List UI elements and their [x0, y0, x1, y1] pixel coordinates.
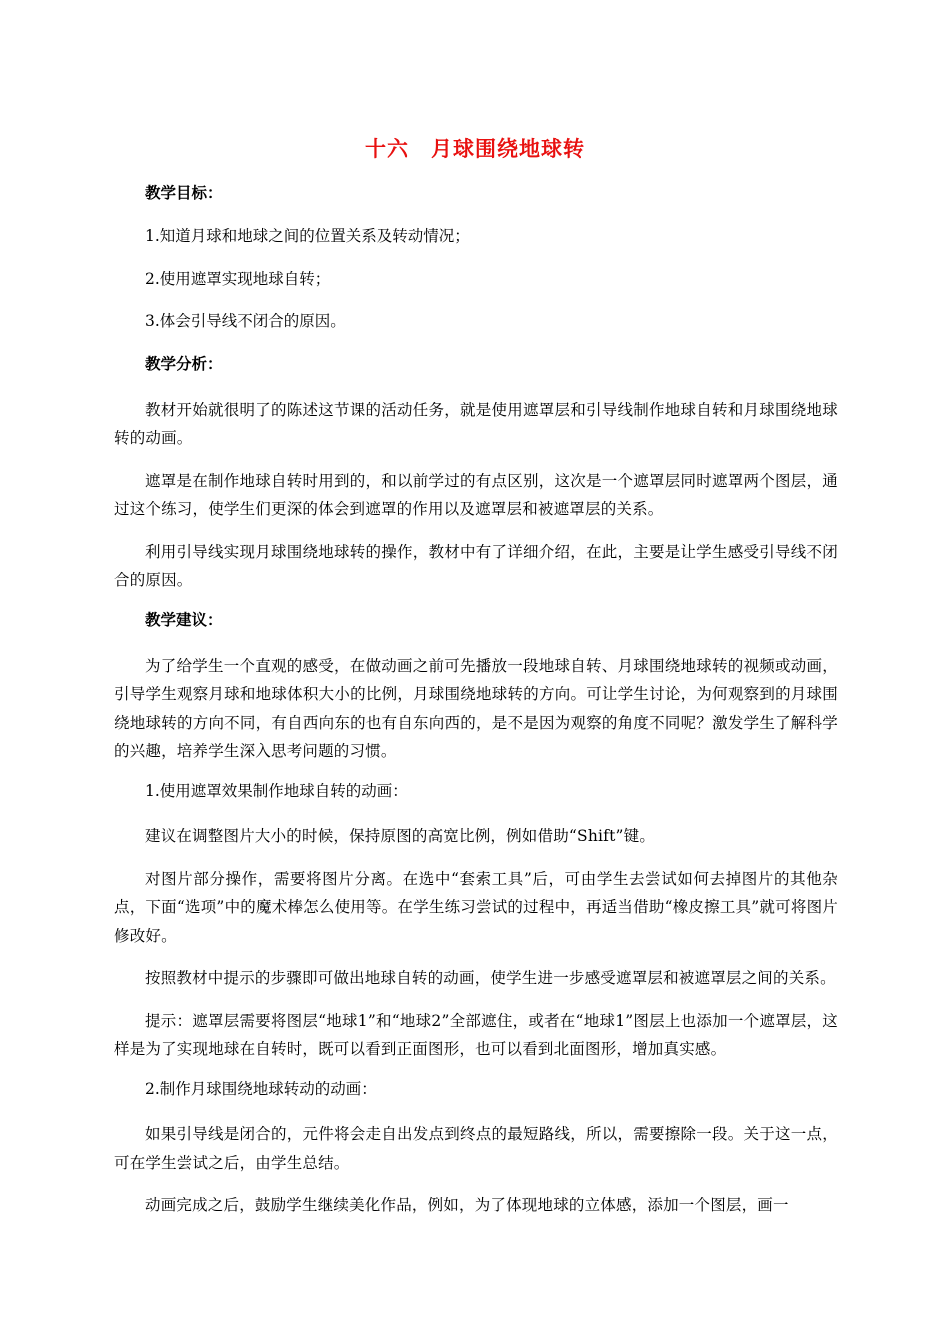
- section-heading-analysis: 教学分析：: [145, 354, 223, 373]
- goal-item: 1.知道月球和地球之间的位置关系及转动情况；: [145, 227, 470, 245]
- document-title: 十六 月球围绕地球转: [365, 137, 585, 161]
- step2-paragraph: 动画完成之后，鼓励学生继续美化作品，例如，为了体现地球的立体感，添加一个图层，画一: [145, 1196, 789, 1214]
- step1-title: 1.使用遮罩效果制作地球自转的动画：: [145, 781, 408, 800]
- section-heading-suggestions: 教学建议：: [145, 610, 223, 629]
- goal-item: 2.使用遮罩实现地球自转；: [145, 269, 331, 288]
- analysis-paragraph: 遮罩是在制作地球自转时用到的，和以前学过的有点区别，这次是一个遮罩层同时遮罩两个图层，通过这个练习，使学生们更深的体会到遮罩的作用以及遮罩层和被遮罩层的关系。: [114, 471, 838, 518]
- step1-paragraph: 提示：遮罩层需要将图层“地球1”和“地球2”全部遮住，或者在“地球1”图层上也添加一个遮罩层，这样是为了实现地球在自转时，既可以看到正面图形，也可以看到北面图形，增加真实感。: [114, 1011, 838, 1058]
- step1-paragraph: 建议在调整图片大小的时候，保持原图的高宽比例，例如借助“Shift”键。: [145, 827, 656, 845]
- goal-item: 3.体会引导线不闭合的原因。: [145, 312, 346, 330]
- step1-paragraph: 按照教材中提示的步骤即可做出地球自转的动画，使学生进一步感受遮罩层和被遮罩层之间的关系。: [145, 969, 836, 987]
- step1-paragraph: 对图片部分操作，需要将图片分离。在选中“套索工具”后，可由学生去尝试如何去掉图片的其他杂点，下面“选项”中的魔术棒怎么使用等。在学生练习尝试的过程中，再适当借助“橡皮擦工具”就可将图片修改好。: [114, 869, 838, 945]
- step2-title: 2.制作月球围绕地球转动的动画：: [145, 1079, 377, 1098]
- analysis-paragraph: 教材开始就很明了的陈述这节课的活动任务，就是使用遮罩层和引导线制作地球自转和月球围绕地球转的动画。: [114, 400, 838, 447]
- suggestions-intro: 为了给学生一个直观的感受，在做动画之前可先播放一段地球自转、月球围绕地球转的视频或动画，引导学生观察月球和地球体积大小的比例，月球围绕地球转的方向。可让学生讨论，为何观察到的月球围绕地球转的方向不同，有自西向东的也有自东向西的，是不是因为观察的角度不同呢？激发学生了解科学的兴趣，培养学生深入思考问题的习惯。: [114, 656, 838, 760]
- analysis-paragraph: 利用引导线实现月球围绕地球转的操作，教材中有了详细介绍，在此，主要是让学生感受引导线不闭合的原因。: [114, 542, 838, 589]
- section-heading-goals: 教学目标：: [145, 184, 223, 202]
- step2-paragraph: 如果引导线是闭合的，元件将会走自出发点到终点的最短路线，所以，需要擦除一段。关于这一点，可在学生尝试之后，由学生总结。: [114, 1125, 838, 1172]
- document-body: [114, 182, 838, 1234]
